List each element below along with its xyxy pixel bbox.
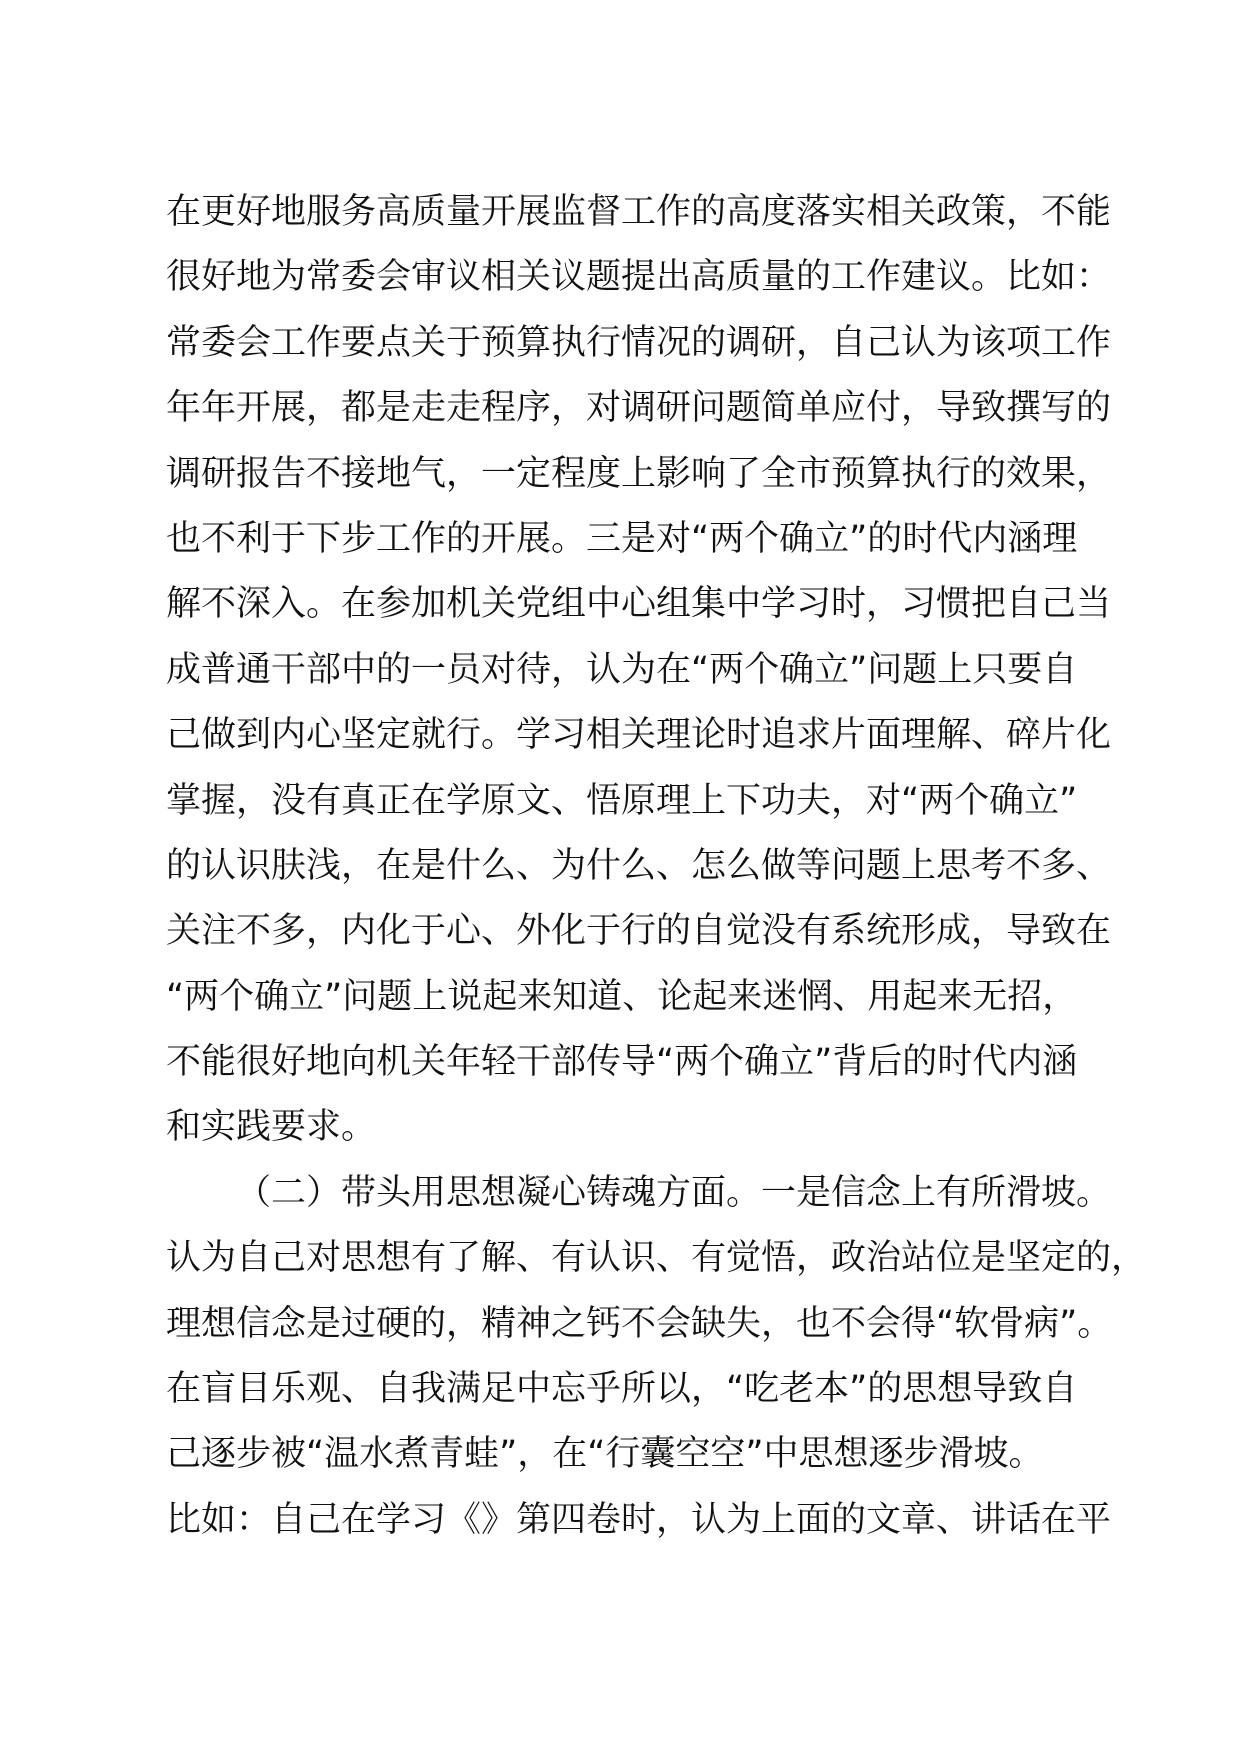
text-line: 己做到内心坚定就行。学习相关理论时追求片面理解、碎片化 (166, 715, 1112, 756)
text-line: 掌握，没有真正在学原文、悟原理上下功夫，对“两个确立” (166, 780, 1078, 821)
text-line: 己逐步被“温水煮青蛙”，在“行囊空空”中思想逐步滑坡。 (166, 1434, 1044, 1475)
text-line: 不能很好地向机关年轻干部传导“两个确立”背后的时代内涵 (166, 1042, 1078, 1083)
text-line: 很好地为常委会审议相关议题提出高质量的工作建议。比如： (166, 257, 1112, 298)
text-line: 成普通干部中的一员对待，认为在“两个确立”问题上只要自 (166, 649, 1078, 690)
text-line: “两个确立”问题上说起来知道、论起来迷惘、用起来无招， (166, 976, 1078, 1017)
section-heading-line: （二）带头用思想凝心铸魂方面。一是信念上有所滑坡。 (236, 1172, 1112, 1213)
body-text (166, 180, 1147, 1553)
text-line: 的认识肤浅，在是什么、为什么、怎么做等问题上思考不多、 (166, 845, 1112, 886)
text-line: 解不深入。在参加机关党组中心组集中学习时，习惯把自己当 (166, 584, 1112, 625)
text-line: 认为自己对思想有了解、有认识、有觉悟，政治站位是坚定的， (166, 1238, 1147, 1279)
text-line: 理想信念是过硬的，精神之钙不会缺失，也不会得“软骨病”。 (166, 1303, 1113, 1344)
text-line: 在更好地服务高质量开展监督工作的高度落实相关政策，不能 (166, 192, 1112, 232)
text-line: 在盲目乐观、自我满足中忘乎所以，“吃老本”的思想导致自 (166, 1369, 1078, 1410)
text-line: 常委会工作要点关于预算执行情况的调研，自己认为该项工作 (166, 322, 1112, 363)
text-line: 比如：自己在学习《》第四卷时，认为上面的文章、讲话在平 (166, 1499, 1112, 1540)
text-line: 调研报告不接地气，一定程度上影响了全市预算执行的效果， (166, 453, 1112, 494)
text-line: 和实践要求。 (166, 1107, 377, 1148)
text-line: 年年开展，都是走走程序，对调研问题简单应付，导致撰写的 (166, 388, 1112, 429)
text-line: 也不利于下步工作的开展。三是对“两个确立”的时代内涵理 (166, 518, 1078, 559)
text-line: 关注不多，内化于心、外化于行的自觉没有系统形成，导致在 (166, 911, 1112, 952)
